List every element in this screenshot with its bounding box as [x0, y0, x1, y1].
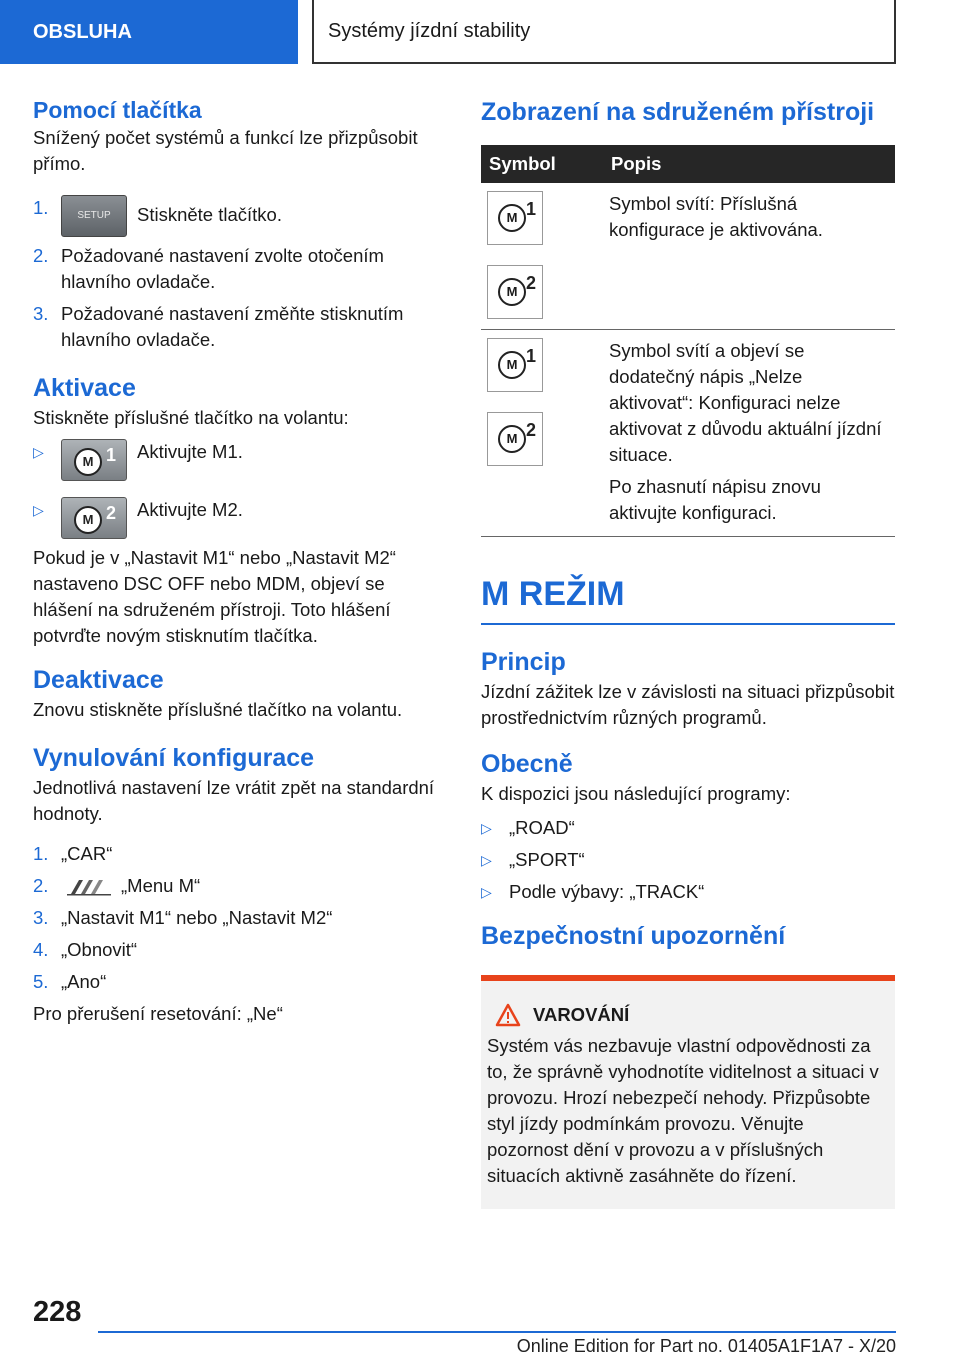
section-deaktivace: [33, 663, 448, 723]
column-header-popis: Popis: [603, 145, 895, 183]
triangle-bullet-icon: ▷: [33, 502, 44, 518]
m2-symbol-icon: M 2: [487, 412, 543, 466]
list-item: [33, 195, 448, 237]
step-number: 4.: [33, 939, 49, 960]
list-pomoci-steps: [33, 195, 448, 353]
heading-vynulovani: Vynulování konfigurace: [33, 744, 315, 772]
heading-bezpecnost: Bezpečnostní upozornění: [481, 922, 786, 950]
text-vynulovani-note: Pro přerušení resetování: „Ne“: [33, 1003, 283, 1024]
header-section: OBSLUHA: [0, 0, 298, 64]
step-text: Stiskněte tlačítko.: [137, 203, 282, 225]
heading-obecne: Obecně: [481, 750, 573, 778]
table-row: [481, 330, 895, 537]
row-description-extra: Po zhasnutí nápisu znovu aktivujte konfiguraci.: [609, 476, 821, 523]
text-deaktivace: Znovu stiskněte příslušné tlačítko na volantu.: [33, 699, 403, 720]
step-text: „CAR“: [61, 843, 113, 864]
list-item: [33, 841, 448, 867]
right-column: [481, 95, 895, 1209]
step-text: Požadované nastavení změňte stisknutím hlavního ovladače.: [61, 303, 404, 350]
m2-symbol-icon: M 2: [487, 265, 543, 319]
item-text: Podle výbavy: „TRACK“: [509, 881, 705, 902]
list-item: [33, 243, 448, 295]
section-aktivace: [33, 371, 448, 649]
row-description: Symbol svítí a objeví se dodatečný nápis „Nelze aktivovat“: Konfiguraci nelze aktivovat z důvodu aktuální jízdní situace.: [609, 340, 882, 465]
list-aktivace: [33, 439, 448, 539]
table-row: [481, 183, 895, 330]
triangle-bullet-icon: ▷: [481, 852, 492, 868]
list-item: [33, 873, 448, 899]
warning-text: Systém vás nezbavuje vlastní odpovědnosti za to, že správně vyhodnotíte viditelnost a situaci v provozu. Hrozí nebezpečí nehody. Přizpůsobte styl jízdy podmínkám provozu. Věnujte pozornost dění v provozu a v příslušných situacích aktivně zasáhněte do řízení.: [487, 1035, 879, 1186]
footer-divider: [98, 1331, 896, 1333]
left-column: [33, 95, 448, 1027]
list-item: [481, 847, 895, 873]
list-item: [33, 301, 448, 353]
warning-title: VAROVÁNÍ: [533, 1004, 630, 1025]
m1-button-icon: M 1: [61, 439, 127, 481]
heading-princip: Princip: [481, 648, 566, 676]
step-text: „Obnovit“: [61, 939, 138, 960]
warning-box: [481, 975, 895, 1209]
section-vynulovani: [33, 741, 448, 1027]
step-number: 3.: [33, 907, 49, 928]
m1-symbol-icon: M 1: [487, 191, 543, 245]
step-number: 3.: [33, 303, 49, 324]
heading-pomoci: Pomocí tlačítka: [33, 97, 202, 123]
triangle-bullet-icon: ▷: [33, 444, 44, 460]
text-princip: Jízdní zážitek lze v závislosti na situaci přizpůsobit prostřednictvím různých programů.: [481, 681, 895, 728]
triangle-bullet-icon: ▷: [481, 820, 492, 836]
section-bezpecnost: [481, 919, 895, 1209]
list-item: [33, 497, 448, 539]
heading-m-rezim: M REŽIM: [481, 571, 895, 625]
footer-edition: Online Edition for Part no. 01405A1F1A7 - X/20: [516, 1336, 896, 1356]
step-number: 1.: [33, 197, 49, 218]
page-number: 228: [33, 1296, 82, 1328]
m1-symbol-icon: M 1: [487, 338, 543, 392]
text-obecne-intro: K dispozici jsou následující programy:: [481, 783, 791, 804]
list-item: [33, 439, 448, 481]
table-header-row: [481, 145, 895, 183]
item-text: „SPORT“: [509, 849, 585, 870]
warning-triangle-icon: [495, 1003, 521, 1027]
list-vynulovani-steps: [33, 841, 448, 995]
text-vynulovani-intro: Jednotlivá nastavení lze vrátit zpět na standardní hodnoty.: [33, 777, 435, 824]
m-menu-icon: [67, 878, 111, 896]
section-pomoci: [33, 95, 448, 353]
section-obecne: [481, 747, 895, 905]
triangle-bullet-icon: ▷: [481, 884, 492, 900]
heading-aktivace: Aktivace: [33, 374, 136, 402]
step-number: 2.: [33, 875, 49, 896]
list-item: [481, 815, 895, 841]
m2-button-icon: M 2: [61, 497, 127, 539]
step-number: 2.: [33, 245, 49, 266]
list-item: [481, 879, 895, 905]
text-pomoci-intro: Snížený počet systémů a funkcí lze přizpůsobit přímo.: [33, 127, 418, 174]
symbol-table: [481, 145, 895, 537]
item-text: „ROAD“: [509, 817, 575, 838]
step-text: „Ano“: [61, 971, 107, 992]
list-programs: [481, 815, 895, 905]
heading-deaktivace: Deaktivace: [33, 666, 164, 694]
list-item: [33, 937, 448, 963]
item-text: Aktivujte M2.: [137, 499, 243, 520]
step-text: Požadované nastavení zvolte otočením hlavního ovladače.: [61, 245, 384, 292]
section-princip: [481, 645, 895, 731]
step-number: 1.: [33, 843, 49, 864]
text-aktivace-note: Pokud je v „Nastavit M1“ nebo „Nastavit M2“ nastaveno DSC OFF nebo MDM, objeví se hlášení na sdruženém přístroji. Toto hlášení potvrďte novým stisknutím tlačítka.: [33, 547, 396, 646]
row-description: Symbol svítí: Příslušná konfigurace je aktivována.: [609, 193, 823, 240]
list-item: [33, 905, 448, 931]
step-text: „Menu M“: [121, 875, 201, 896]
heading-zobrazeni: Zobrazení na sdruženém přístroji: [481, 98, 875, 126]
column-header-symbol: Symbol: [481, 145, 603, 183]
step-number: 5.: [33, 971, 49, 992]
list-item: [33, 969, 448, 995]
text-aktivace-intro: Stiskněte příslušné tlačítko na volantu:: [33, 407, 349, 428]
step-text: „Nastavit M1“ nebo „Nastavit M2“: [61, 907, 333, 928]
header-title: Systémy jízdní stability: [312, 0, 896, 64]
item-text: Aktivujte M1.: [137, 441, 243, 462]
setup-button-icon: SETUP: [61, 195, 127, 237]
